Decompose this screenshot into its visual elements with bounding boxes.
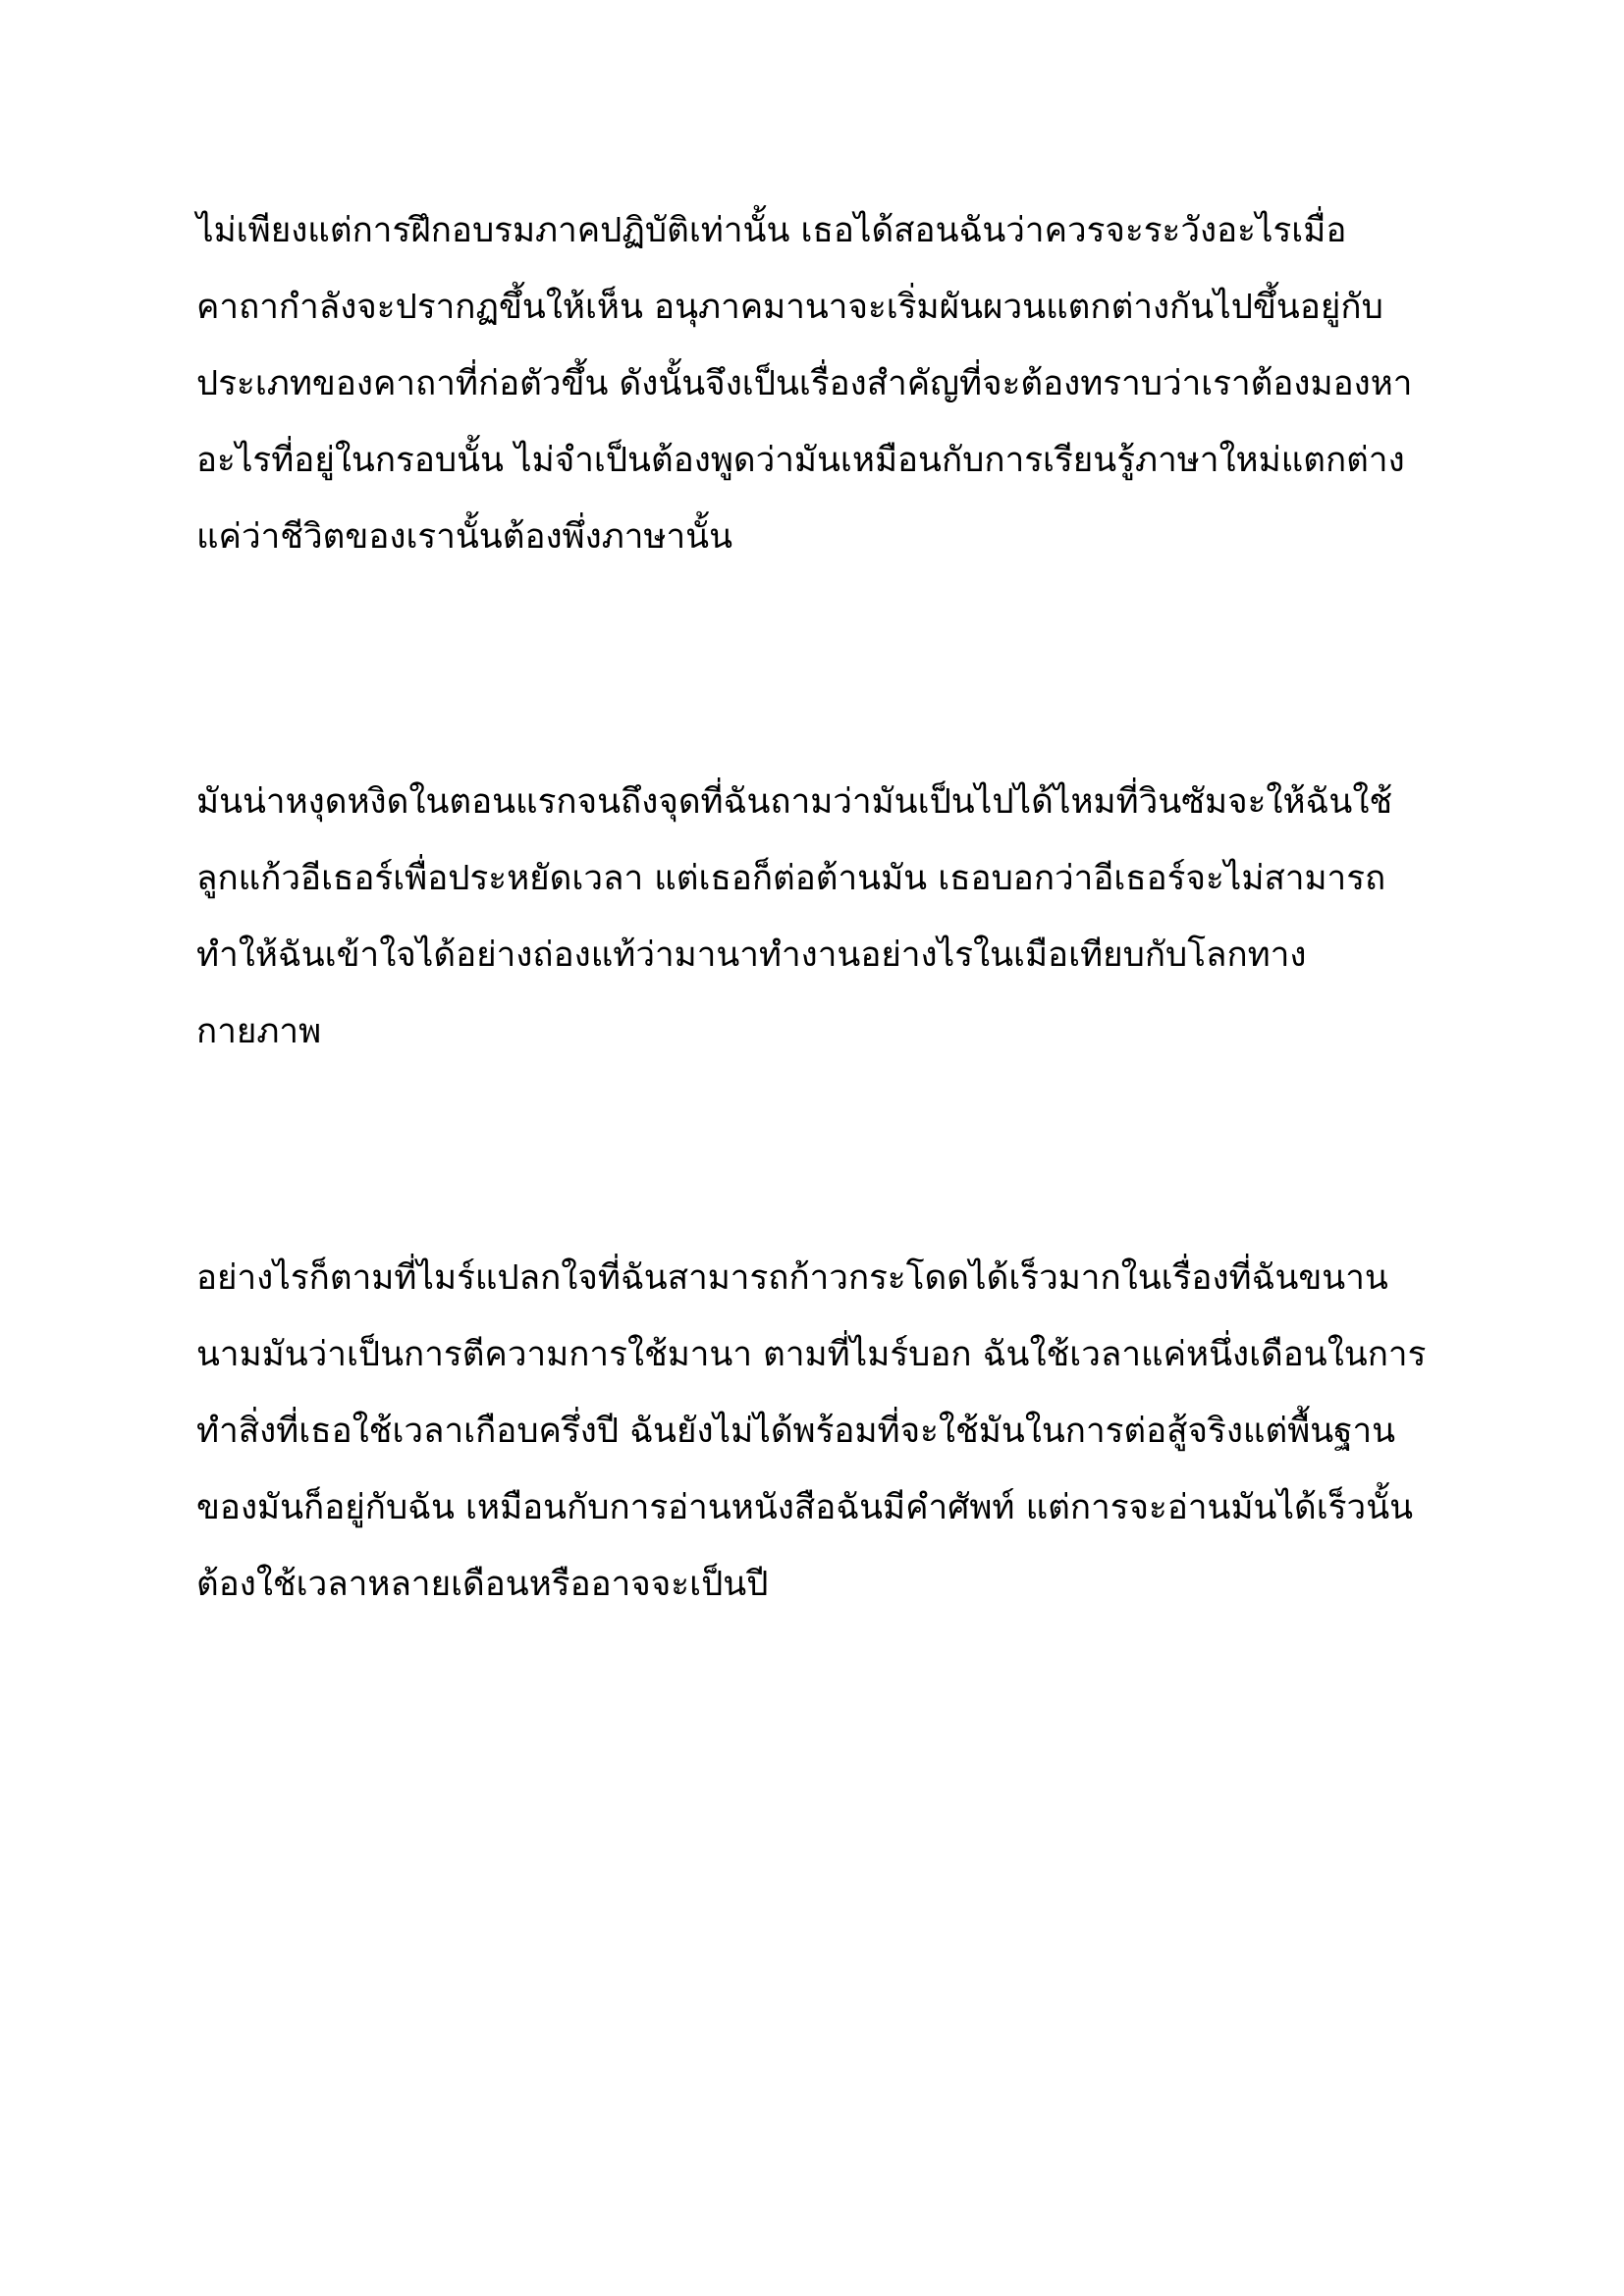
paragraph-line: ลูกแก้วอีเธอร์เพื่อประหยัดเวลา แต่เธอก็ต่อต้านมัน เธอบอกว่าอีเธอร์จะไม่สามารถ bbox=[196, 859, 1386, 898]
paragraph-line: ประเภทของคาถาที่ก่อตัวขึ้น ดังนั้นจึงเป็นเรื่องสำคัญที่จะต้องทราบว่าเราต้องมองหา bbox=[196, 364, 1413, 403]
paragraph-line: ไม่เพียงแต่การฝึกอบรมภาคปฏิบัติเท่านั้น เธอได้สอนฉันว่าควรจะระวังอะไรเมื่อ bbox=[196, 211, 1347, 250]
paragraph-line: นามมันว่าเป็นการตีความการใช้มานา ตามที่ไมร์บอก ฉันใช้เวลาแค่หนึ่งเดือนในการ bbox=[196, 1335, 1427, 1374]
paragraph-line: ทำสิ่งที่เธอใช้เวลาเกือบครึ่งปี ฉันยังไม่ได้พร้อมที่จะใช้มันในการต่อสู้จริงแต่พื้นฐาน bbox=[196, 1412, 1396, 1451]
paragraph-line: แค่ว่าชีวิตของเรานั้นต้องพึ่งภาษานั้น bbox=[196, 517, 733, 557]
paragraph-line: อะไรที่อยู่ในกรอบนั้น ไม่จำเป็นต้องพูดว่ามันเหมือนกับการเรียนรู้ภาษาใหม่แตกต่าง bbox=[196, 441, 1405, 480]
paragraph-line: ต้องใช้เวลาหลายเดือนหรืออาจจะเป็นปี bbox=[196, 1565, 769, 1604]
paragraph-line: ทำให้ฉันเข้าใจได้อย่างถ่องแท้ว่ามานาทำงานอย่างไรในเมือเทียบกับโลกทาง bbox=[196, 935, 1307, 975]
paragraph-line: มันน่าหงุดหงิดในตอนแรกจนถึงจุดที่ฉันถามว่ามันเป็นไปได้ไหมที่วินซัมจะให้ฉันใช้ bbox=[196, 782, 1393, 822]
paragraph-line: ของมันก็อยู่กับฉัน เหมือนกับการอ่านหนังสือฉันมีคำศัพท์ แต่การจะอ่านมันได้เร็วนั้น bbox=[196, 1488, 1414, 1527]
paragraph-line: คาถากำลังจะปรากฏขึ้นให้เห็น อนุภาคมานาจะเริ่มผันผวนแตกต่างกันไปขึ้นอยู่กับ bbox=[196, 288, 1383, 327]
paragraph-line: อย่างไรก็ตามที่ไมร์แปลกใจที่ฉันสามารถก้าวกระโดดได้เร็วมากในเรื่องที่ฉันขนาน bbox=[196, 1258, 1388, 1298]
paragraph-line: กายภาพ bbox=[196, 1012, 322, 1051]
